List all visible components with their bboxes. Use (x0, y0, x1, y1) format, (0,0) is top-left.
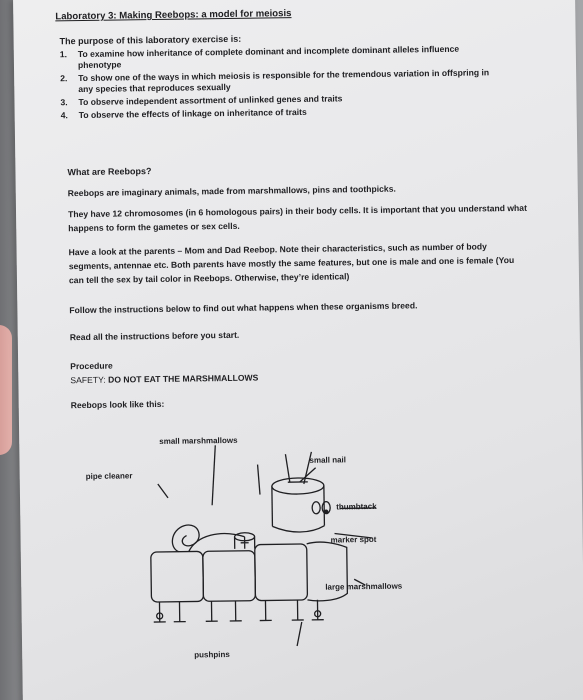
safety-prefix: SAFETY: (70, 374, 109, 386)
legs-middle (211, 601, 235, 621)
body-segment-2 (203, 551, 256, 602)
tail-pipe-cleaner (172, 525, 199, 552)
head-side-left (272, 486, 273, 526)
objectives-list (56, 43, 497, 123)
thumb (0, 325, 12, 455)
objective-number: 1. (59, 49, 68, 60)
para-chromosomes-b: or sex cells. (188, 220, 240, 232)
reebop-diagram (139, 442, 412, 656)
label-thumbtack: thumbtack (336, 501, 377, 512)
head-side-right (324, 486, 325, 526)
head-bottom (272, 526, 324, 533)
purpose-heading: The purpose of this laboratory exercise is: (59, 33, 242, 47)
para-chromosomes-a: They have 12 chromosomes (in 6 homologous pairs) in their body cells. It is important that you understand what happens to form the (67, 202, 527, 234)
label-marker-spot: marker spot (330, 534, 377, 545)
body-segment-4 (307, 542, 348, 601)
label-pipe-cleaner: pipe cleaner (85, 471, 133, 481)
body-segment-3 (255, 544, 308, 601)
what-heading: What are Reebops? (67, 166, 152, 178)
objective-text: To observe the effects of linkage on inheritance of traits (78, 106, 307, 121)
legs-front (159, 602, 179, 622)
leader-small-marshmallows (211, 445, 216, 505)
eye-left (312, 502, 320, 514)
objective-text: To observe independent assortment of unlinked genes and traits (78, 93, 343, 108)
para-read: Read all the instructions before you start. (69, 329, 240, 343)
para-imaginary: Reebops are imaginary animals, made from marshmallows, pins and toothpicks. (67, 183, 396, 199)
label-large-marshmallows: large marshmallows (325, 581, 403, 592)
safety-text: DO NOT EAT THE MARSHMALLOWS (108, 372, 259, 385)
para-parents: Have a look at the parents – Mom and Dad Reebop. Note their characteristics, such as number of body segments, antennae etc. Both parents have mostly the same features, but one is male and one is female (You can tell the sex by tail color in Reebops. Otherwise, they’re identical) (68, 241, 515, 286)
gametes-term: gametes (153, 221, 189, 233)
leader-pushpins (297, 622, 302, 646)
head-top (272, 478, 324, 495)
legs-back (265, 600, 297, 620)
label-pushpins: pushpins (194, 649, 230, 660)
label-small-marshmallows: small marshmallows (159, 435, 238, 446)
procedure-heading: Procedure (70, 360, 113, 372)
label-small-nail: small nail (309, 455, 347, 465)
document-title: Laboratory 3: Making Reebops: a model for meiosis (55, 8, 292, 23)
objective-text: To show one of the ways in which meiosis is responsible for the tremendous variation in offspring in any species that reproduces sexually (78, 67, 490, 95)
leader-pipe-cleaner (158, 484, 168, 498)
objective-number: 3. (60, 97, 68, 108)
para-follow: Follow the instructions below to find out what happens when these organisms breed. (69, 300, 418, 316)
neck-pin (241, 537, 249, 549)
eye-pupil (325, 510, 328, 513)
antenna-extra (258, 465, 260, 495)
leader-large-marshmallows (354, 579, 365, 585)
look-like-text: Reebops look like this: (70, 398, 165, 411)
leader-marker-spot (335, 533, 373, 539)
objective-number: 4. (60, 110, 68, 121)
body-segment-1 (151, 551, 204, 602)
leader-thumbtack (340, 508, 376, 509)
para-chromosomes (68, 201, 528, 235)
worksheet-page (13, 0, 583, 700)
objective-text: To examine how inheritance of complete dominant and incomplete dominant alleles influence phenotype (77, 43, 460, 71)
objective-number: 2. (60, 73, 68, 84)
